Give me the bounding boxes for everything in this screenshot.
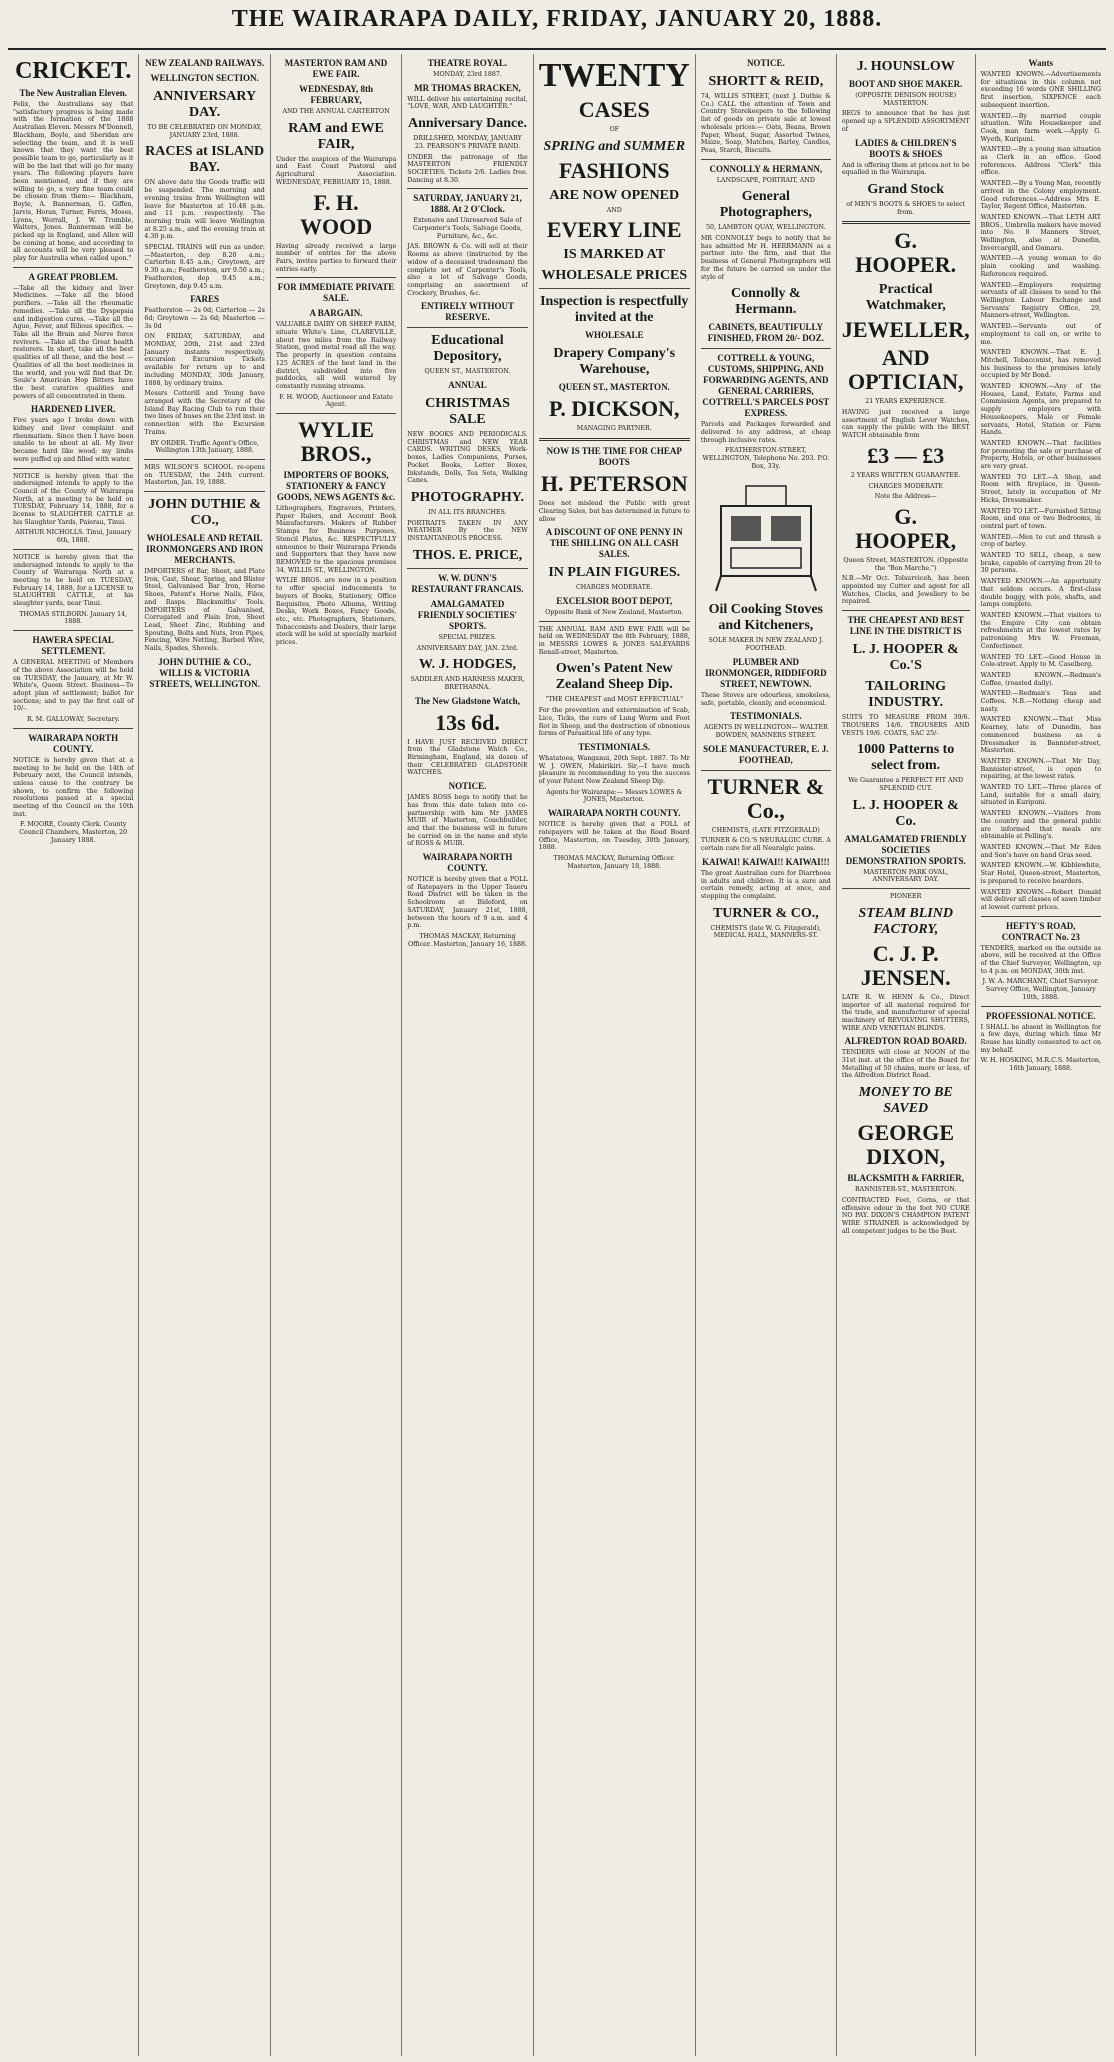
sheep-text: For the prevention and extermination of Scab, Lice, Ticks, the cure of Lung Worm and Foot Rot in Sheep, and the destruction of obnoxious forms of Parasitical life of any type. bbox=[538, 707, 690, 738]
cottrell-heading: COTTRELL & YOUNG, CUSTOMS, SHIPPING, AND FORWARDING AGENTS, AND GENERAL CARRIERS, COTTRELL'S PARCELS POST EXPRESS. bbox=[702, 353, 830, 419]
notice-2: NOTICE is hereby given that the undersigned intends to apply to the County of Wairarapa North at a meeting to be held on TUESDAY, February 14, 1888, for a LICENSE to SLAUGHTER CATTLE, at his slaughter yards, near Tinui. bbox=[13, 553, 134, 608]
wylie-heading: WYLIE BROS., bbox=[298, 417, 374, 467]
want-ad: WANTED KNOWN.—That Miss Kearney, late of Dunedin, has commenced business as a Dressmaker in Bannister-street, Masterton. bbox=[980, 716, 1102, 755]
divider bbox=[144, 459, 264, 460]
railways-heading: NEW ZEALAND RAILWAYS. bbox=[145, 58, 265, 68]
anniversary-heading: ANNIVERSARY DAY. bbox=[153, 89, 257, 120]
tenders-signature: J. W. A. MARCHANT, Chief Surveyor. Survey Office, Wellington, January 10th, 1888. bbox=[982, 978, 1100, 1001]
hounslow-heading: J. HOUNSLOW bbox=[856, 59, 955, 74]
county-signature: THOMAS MACKAY, Returning Officer. Masterton, January 16, 1888. bbox=[407, 932, 527, 948]
alfredton-text: TENDERS will close at NOON of the 31st inst. at the office of the Board for Metalling of 50 chains, more or less, of the Alfredton District Road. bbox=[841, 1049, 970, 1080]
general-heading: General Photographers, bbox=[719, 189, 812, 221]
theatre-heading: THEATRE ROYAL. bbox=[427, 58, 508, 68]
column-2 bbox=[139, 54, 270, 2056]
want-ad: WANTED.—A young woman to do plain cooking and washing. References required. bbox=[980, 255, 1102, 278]
theatre-who: MR THOMAS BRACKEN, bbox=[414, 82, 521, 93]
fair-text: THE ANNUAL RAM AND EWE FAIR will be held on WEDNESDAY the 8th February, 1888, in MESSRS LOWES & JONES SALEYARDS Renall-street, Masterton. bbox=[538, 625, 690, 656]
saturday-text-2: JAS. BROWN & Co. will sell at their Rooms as above (instructed by the widow of a deceased tradesman) the complete set of Carpenter's Tools, also a lot of Salvage Goods, comprising an assortment of Crockery, Brushes, &c. bbox=[407, 243, 528, 297]
column-6 bbox=[696, 54, 837, 2056]
want-ad: WANTED KNOWN.—W. Kibblewhite, Star Hotel, Queen-street, Masterton, is prepared to receive boarders. bbox=[980, 862, 1102, 885]
divider bbox=[539, 288, 690, 289]
divider bbox=[13, 468, 133, 469]
and-text: AND bbox=[606, 206, 622, 214]
plumber-heading: PLUMBER AND IRONMONGER, RIDDIFORD STREET, NEWTOWN. bbox=[705, 656, 827, 689]
want-ad: WANTED KNOWN.—Visitors from the country and the general public are informed that meals are obtainable at Pelling's. bbox=[980, 810, 1102, 841]
photo-heading: PHOTOGRAPHY. bbox=[410, 489, 525, 505]
professional-text: I SHALL be absent in Wellington for a few days, during which time Mr Rouse has kindly consented to act on my behalf. bbox=[980, 1023, 1102, 1054]
dixon-sub: BLACKSMITH & FARRIER, bbox=[847, 1173, 964, 1184]
wood-text: Having already received a large number of entries for the above Fairs, invites parties to forward their entries early. bbox=[275, 242, 397, 273]
special-prizes: SPECIAL PRIZES. bbox=[438, 633, 497, 641]
cricket-article: Felix, the Australians say that "satisfactory progress is being made with the formation of the 1888 Australian Eleven. Messrs M'Donnell, Blackham, Boyle, and Sheridan are selecting the team, and it is well known that they want the best possible team to go, particularly as it will be the last that will go for many years. The following players have been mentioned, and if they are willing to go, a very fine team could be chosen from them:— Blackham, Boyle, A. Bannerman, G. Giffen, Jarvis, Horan, Turner, Ferris, Moses, Lyons, Worrall, J. W. Trumble, Walters, Jones. Bannerman will be picked up in England, and Allen will be coming at home, and according to all accounts will be very pleased to play for Australia when called upon." bbox=[13, 101, 134, 263]
want-ad: WANTED KNOWN.—Advertisements for situations in this column not exceeding 16 words ONE SHILLING first insertion, SIXPENCE each subsequent insertion. bbox=[980, 71, 1102, 109]
amalg-heading: AMALGAMATED FRIENDLY SOCIETIES' SPORTS. bbox=[417, 598, 518, 631]
patterns-heading: 1000 Patterns to select from. bbox=[857, 742, 955, 774]
steam-heading: STEAM BLIND FACTORY, bbox=[858, 905, 953, 937]
problem-text: —Take all the kidney and liver Medicines. —Take all the blood purifiers. —Take all the rheumatic remedies. —Take all the Dyspepsia and indigestion cures. —Take all the Ague, Fever, and Bilious specifics. —Take all the Brain and Nerve force revivers. —Take all the Great health restorers. In short, take all the best qualities of all these, and the best — Qualities of all the best medicines in the world, and you will find that Dr. Soule's American Hop Bitters have the best curative qualities and powers of all concentrated in them. bbox=[13, 284, 134, 400]
connolly-sub: LANDSCAPE, PORTRAIT, AND bbox=[716, 176, 815, 184]
divider bbox=[13, 630, 133, 631]
notice-2-signature: THOMAS STILBORN. January 14, 1888. bbox=[19, 610, 128, 626]
want-ad: WANTED TO LET.—Furnished Sitting Room, and one or two Bedrooms, in central part of town. bbox=[980, 507, 1102, 530]
agents-text: AGENTS IN WELLINGTON— WALTER BOWDEN, MANNERS STREET. bbox=[703, 724, 828, 739]
divider bbox=[842, 221, 970, 224]
want-ad: WANTED TO LET.—A Shop, and Room with fireplace, in Queen-Street, lately in occupation of Mr Hicks, Dressmaker. bbox=[980, 473, 1102, 504]
professional-signature: W. H. HOSKING, M.R.C.S. Masterton, 16th January, 1888. bbox=[980, 1057, 1101, 1073]
divider bbox=[407, 327, 527, 328]
cheap-boots-heading: NOW IS THE TIME FOR CHEAP BOOTS bbox=[546, 446, 682, 468]
annual-heading: ANNUAL bbox=[448, 380, 487, 391]
photo-sub: IN ALL ITS BRANCHES. bbox=[428, 508, 507, 516]
inspection-text: Inspection is respectfully invited at the bbox=[540, 294, 689, 326]
charges-text: CHARGES MODERATE bbox=[868, 482, 943, 490]
ljhooper2-heading: L. J. HOOPER & Co. bbox=[852, 797, 959, 829]
county-heading: WAIRARAPA NORTH COUNTY. bbox=[422, 852, 513, 874]
discount-text: A DISCOUNT OF ONE PENNY IN THE SHILLING ON ALL CASH SALES. bbox=[545, 527, 683, 560]
tailoring-heading: TAILORING INDUSTRY. bbox=[865, 679, 947, 711]
ladies-heading: LADIES & CHILDREN'S BOOTS & SHOES bbox=[854, 137, 957, 159]
want-ad: WANTED.—Employers requiring servants of all classes to send to the Wellington Labour Exchange and Servants' Registry Office, 29, Manners-street, Wellington. bbox=[980, 281, 1102, 320]
want-ad: WANTED.—By a Young Man, recently arrived in the Colony employment. Good references.—Address Mrs E. Taylor, Regent Office, Masterton. bbox=[980, 180, 1102, 211]
want-ad: WANTED KNOWN.—That facilities for promoting the sale or purchase of Property, Hotels, or other businesses are very great. bbox=[980, 439, 1102, 471]
plumber-text: These Stoves are odourless, smokeless, safe, portable, cleanly, and economical. bbox=[700, 691, 831, 707]
park-text: MASTERTON PARK OVAL, ANNIVERSARY DAY. bbox=[863, 868, 949, 884]
fair-sub: AND THE ANNUAL CARTERTON bbox=[282, 108, 390, 115]
of-text: OF bbox=[609, 126, 620, 133]
county-heading: WAIRARAPA NORTH COUNTY. bbox=[28, 732, 119, 754]
hardened-liver-text: Five years ago I broke down with kidney and liver complaint and rheumatism. Since then I have been unable to be about at all. My liver became hard like wood; my limbs were puffed up and filled with water. bbox=[13, 417, 134, 463]
drapery-heading: Drapery Company's Warehouse, bbox=[553, 346, 676, 378]
stoves-heading: Oil Cooking Stoves and Kitcheners, bbox=[708, 602, 823, 634]
duthie-heading: JOHN DUTHIE & CO., bbox=[148, 497, 262, 529]
pioneer-text: PIONEER bbox=[890, 893, 922, 901]
opened-heading: ARE NOW OPENED bbox=[549, 187, 680, 203]
want-ad: WANTED KNOWN.—That LETH ART BROS., Umbrella makers have moved into No. 8 Manners Street, Wellington, also at Dunedin, Invercargill, and Oamaru. bbox=[980, 213, 1102, 252]
connolly-address: 50, LAMBTON QUAY, WELLINGTON. bbox=[706, 224, 826, 232]
watch-heading: The New Gladstone Watch, bbox=[415, 695, 520, 706]
column-5 bbox=[534, 54, 696, 2056]
managing-partner: MANAGING PARTNER. bbox=[576, 425, 652, 433]
column-4 bbox=[402, 54, 533, 2056]
notice-heading: NOTICE. bbox=[746, 58, 785, 68]
want-ad: WANTED KNOWN.—An apportunity that seldom occurs. A first-class double buggy, with pole, shafts, and lamps complete. bbox=[980, 578, 1102, 609]
cutter-note: N.B.—Mr Oct. Tolsurviceh, has been appointed my Cutter and agent for all Watches, Clocks, and Jewellery to be repaired. bbox=[841, 575, 970, 606]
jensen-text: LATE R. W. HENN & Co., Direct importer of all material required for the trade, and manufacturer of special machinery of REVOLVING SHUTTERS, WIRE AND VENETIAN BLINDS. bbox=[841, 993, 970, 1032]
hooper-heading: G. HOOPER. bbox=[855, 228, 957, 278]
turner2-heading: TURNER & CO., bbox=[712, 905, 819, 921]
depot-heading: Educational Depository, bbox=[431, 333, 504, 365]
price-heading: THOS. E. PRICE, bbox=[412, 547, 523, 563]
cottrell-text: Parcels and Packages forwarded and delivered to any address, at cheap through inclusive rates. bbox=[700, 421, 831, 444]
excelsior-heading: EXCELSIOR BOOT DEPOT, bbox=[556, 595, 673, 606]
school-notice: MRS WILSON'S SCHOOL re-opens on TUESDAY, the 24th current. Masterton, Jan. 19, 1888. bbox=[144, 463, 265, 487]
wylie-text-2: WYLIE BROS. are now in a position to offer special inducements to buyers of Books, Stationery, Office Requisites, Photo Albums, Writing Desks, Work Boxes, Fancy Goods, etc., etc. Photographers, Stationers, Tobacconists and Dealers, their large stock will be sold at specially marked prices. bbox=[275, 577, 397, 647]
want-ad: WANTED TO SELL, cheap, a new brake, capable of carrying from 20 to 30 persons. bbox=[980, 552, 1102, 575]
column-3 bbox=[271, 54, 402, 2056]
dance-text: DRILLSHED, MONDAY, JANUARY 23. PEARSON'S PRIVATE BAND. bbox=[413, 135, 522, 150]
fares: Featherston — 2s 0d; Carterton — 2s 6d; Greytown — 2s 6d; Masterton — 3s 0d bbox=[144, 307, 265, 330]
divider bbox=[701, 348, 831, 349]
wants-heading: Wants bbox=[1028, 58, 1054, 68]
ljhooper-heading: L. J. HOOPER & Co.'S bbox=[852, 642, 959, 674]
masthead bbox=[8, 6, 1106, 50]
duthie-text: IMPORTERS of Bar, Sheet, and Plate Iron, Cast, Shear, Spring, and Blister Steel, Galvanised Bar Iron, Horse Shoes, Patent's Horse Nails, Files, and Rasps. Blacksmiths' Tools. IMPORTERS of Galvanised, Corrugated and Plain Iron, Sheet Lead, Sheet Zinc, Rubbing and Spouting, Bolts and Nuts, Iron Pipes, Fencing, Wire Netting, Barbed Wire, Nails, Spades, Shovels. bbox=[144, 568, 265, 653]
society-heading: HAWERA SPECIAL SETTLEMENT. bbox=[32, 635, 114, 657]
connolly-heading: CONNOLLY & HERMANN, bbox=[709, 163, 823, 174]
sale-text: VALUABLE DAIRY OR SHEEP FARM, situate White's Line, CLAREVILLE, about two miles from the Railway Station, good metal road all the way. The property in question contains 125 ACRES of the best land in the district, subdivided into five paddocks, all well watered by constantly running streams. bbox=[275, 321, 397, 390]
xmas-heading: CHRISTMAS SALE bbox=[425, 396, 510, 428]
wholesale-sub: WHOLESALE bbox=[584, 330, 644, 341]
divider bbox=[981, 1006, 1101, 1007]
want-ad: WANTED KNOWN.—That Mr Day, Bannister-street, is open to repairing, at the lowest rates. bbox=[980, 757, 1102, 781]
divider bbox=[276, 413, 396, 414]
county-signature: THOMAS MACKAY, Returning Officer. Masterton, January 18, 1888. bbox=[553, 854, 676, 870]
turner-heading: TURNER & Co., bbox=[707, 773, 825, 823]
oil-stove-illustration bbox=[701, 476, 831, 596]
dixon-address: BANNISTER-ST., MASTERTON. bbox=[854, 1186, 957, 1194]
divider bbox=[842, 610, 970, 611]
want-ad: WANTED KNOWN.—That E. J. Mitchell, Tobacconist, has removed his business to the premises lately occupied by Mr Bond. bbox=[980, 349, 1102, 380]
wylie-text: Lithographers, Engravers, Printers, Paper Rulers, and Account Book Manufacturers. Makers of Rubber Stamps for Business Purposes, Stencil Plates, &c. RESPECTFULLY announce to their Wairarapa Friends and Supporters that they have now REMOVED to the spacious premises 34, WILLIS ST., WELLINGTON. bbox=[275, 505, 397, 574]
railways-text-2: ON FRIDAY, SATURDAY, and MONDAY, 20th, 21st and 23rd January instants respectively, excursion Excursion Tickets available for return up to and including MONDAY, 30th January, 1888, by ordinary trains. bbox=[144, 333, 265, 387]
want-ad: WANTED TO LET.—Three places of Land, suitable for a small dairy, situated in Kuripuni. bbox=[980, 784, 1102, 807]
photo-text: PORTRAITS TAKEN IN ANY WEATHER By the NEW INSTANTANEOUS PROCESS. bbox=[407, 519, 528, 543]
depot-sub: QUEEN ST., MASTERTON. bbox=[424, 368, 511, 376]
optician-heading: AND OPTICIAN, bbox=[847, 345, 964, 395]
agents-text: Agents for Wairarapa:— Messrs LOWES & JONES, Masterton. bbox=[546, 788, 683, 804]
fair-date: WEDNESDAY, 8th FEBRUARY, bbox=[299, 84, 373, 105]
cases-heading: CASES bbox=[578, 97, 650, 122]
hounslow-location: (OPPOSITE DENISON HOUSE) MASTERTON. bbox=[855, 92, 957, 107]
hodges-sub: SADDLER AND HARNESS MAKER, BRETHANNA. bbox=[410, 676, 525, 691]
railways-text: ON above date the Goods traffic will be suspended. The morning and evening trains from Wellington will leave for Masterton at 10.48 p.m. and 11 p.m. respectively. The morning train will leave Wellington at 8.25 a.m., and the evening train at 4.30 p.m. bbox=[144, 179, 265, 241]
fashions-heading: FASHIONS bbox=[558, 157, 670, 183]
jensen-heading: C. J. P. JENSEN. bbox=[860, 940, 951, 990]
anniversary-date: TO BE CELEBRATED ON MONDAY, JANUARY 23rd, 1888. bbox=[147, 124, 262, 139]
warranty-text: 2 YEARS WRITTEN GUARANTEE. bbox=[850, 471, 961, 479]
wood-heading: F. H. WOOD bbox=[299, 189, 373, 239]
special-trains: SPECIAL TRAINS will run as under:—Masterton, dep 8.20 a.m.; Carterton 8.45 a.m.; Greytown, arr 9.30 a.m.; Featherston, arr 9.50 a.m.; Featherston, dep 9.45 a.m.; Greytown, dep 9.45 a.m. bbox=[144, 244, 265, 290]
guarantee-text: We Guarantee a PERFECT FIT AND SPLENDID CUT. bbox=[848, 777, 964, 792]
bargain-heading: A BARGAIN. bbox=[309, 308, 363, 319]
sale-signature: F. H. WOOD, Auctioneer and Estate Agent. bbox=[279, 393, 393, 409]
hooper-text: HAVING just received a large assortment of English Lever Watches, can supply the public with the BEST WATCH obtainable from bbox=[841, 409, 970, 440]
amalg-heading: AMALGAMATED FRIENDLY SOCIETIES DEMONSTRATION SPORTS. bbox=[844, 833, 967, 866]
railways-section: WELLINGTON SECTION. bbox=[150, 73, 259, 83]
want-ad: WANTED.—Servants out of employment to call on, or write to me. bbox=[980, 323, 1102, 346]
hooper2-address: Queen Street, MASTERTON. (Opposite the "Bon Marche.") bbox=[843, 556, 969, 572]
divider bbox=[13, 549, 133, 550]
grand-stock-sub: of MEN'S BOOTS & SHOES to select from. bbox=[846, 200, 966, 216]
jeweller-heading: JEWELLER, bbox=[841, 317, 970, 343]
shortt-heading: SHORTT & REID, bbox=[708, 74, 824, 89]
watch-price: 13s 6d. bbox=[435, 709, 500, 735]
county-text: NOTICE is hereby given that at a meeting to be held on the 14th of February next, the Council intends, unless cause to the contrary be shown, to confirm the following resolutions passed at a special meeting of the Council on the 10th inst. bbox=[13, 756, 134, 818]
notice-text: JAMES ROSS begs to notify that he has from this date taken into co-partnership with him Mr JAMES MUIR of Masterton, Coachbuilder, and that the business will in future be carried on in the name and style of ROSS & MUIR. bbox=[407, 794, 528, 848]
queen-street: QUEEN ST., MASTERTON. bbox=[558, 382, 670, 393]
shortt-text: 74, WILLIS STREET, (next J. Duthie & Co.) CALL the attention of Town and Country Storekeepers to the following list of goods on private sale at lowest wholesale prices:— Oats, Beans, Brown Paper, Wheat, Sugar, Assorted Twines, Maize, Soap, Matches, Barley, Candles, Peas, Starch, Biscuits. bbox=[700, 93, 831, 154]
sheep-dip-heading: Owen's Patent New Zealand Sheep Dip. bbox=[555, 661, 673, 693]
divider bbox=[407, 568, 527, 569]
divider bbox=[407, 188, 527, 189]
excelsior-sub: Opposite Bank of New Zealand, Masterton. bbox=[545, 608, 684, 616]
theatre-date: MONDAY, 23rd 1887. bbox=[433, 71, 502, 78]
fair-heading: MASTERTON RAM AND EWE FAIR. bbox=[284, 58, 388, 79]
hodges-heading: W. J. HODGES, bbox=[418, 657, 517, 673]
peterson-heading: H. PETERSON bbox=[540, 471, 688, 497]
dixon-heading: GEORGE DIXON, bbox=[857, 1120, 954, 1170]
duthie-footer: JOHN DUTHIE & CO., WILLIS & VICTORIA STREETS, WELLINGTON. bbox=[149, 656, 260, 689]
testimonials-heading: TESTIMONIALS. bbox=[578, 741, 651, 752]
charges-moderate: CHARGES MODERATE. bbox=[575, 584, 653, 592]
plain-figures: IN PLAIN FIGURES. bbox=[548, 565, 681, 581]
county-signature: F. MOORE, County Clerk. County Council Chambers, Masterton, 20 January 1888. bbox=[19, 821, 128, 844]
divider bbox=[539, 621, 690, 622]
duthie-subheading: WHOLESALE AND RETAIL IRONMONGERS AND IRON MERCHANTS. bbox=[146, 533, 264, 566]
professional-heading: PROFESSIONAL NOTICE. bbox=[986, 1010, 1096, 1021]
without-reserve: ENTIRELY WITHOUT RESERVE. bbox=[421, 301, 514, 323]
hounslow-text-2: And is offering them at prices not to be equalled in the Wairarapa. bbox=[841, 161, 970, 177]
cottrell-address: FEATHERSTON-STREET, WELLINGTON, Telephone No. 203. P.O. Box, 33y. bbox=[702, 447, 830, 470]
want-ad: WANTED KNOWN.—Any of the Houses, Land, Estate, Farms and Commission Agents, are prepared to supply employers with Housekeepers, Male or Female servants, Hotel, Station or Farm Hands. bbox=[980, 383, 1102, 437]
want-ad: WANTED.—By a young man situation as Clerk in an office. Good references. Address "Clerk" this office. bbox=[980, 146, 1102, 177]
wholesale-prices-heading: WHOLESALE PRICES bbox=[541, 268, 688, 284]
kaiwai-text: The great Australian cure for Diarrhoea in adults and children. It is a sure and certain remedy, acting at once, and stopping the complaint. bbox=[700, 869, 831, 900]
testimonial-text: Whatatoea, Wanganui, 20th Sept. 1887. To Mr W. J. OWEN, Makirikiri. Sir,—I have much pleasure in recommending to you the success of your Patent New Zealand Sheep Dip. bbox=[538, 754, 690, 786]
want-ad: WANTED.—Redman's Teas and Coffees. N.B.—Nothing cheap and nasty. bbox=[980, 690, 1102, 713]
watch-text: I HAVE JUST RECEIVED DIRECT from the Gladstone Watch Co., Birmingham, England, six dozen of their CELEBRATED GLADSTONE WATCHES. bbox=[407, 738, 528, 777]
connolly-firm: Connolly & Hermann. bbox=[731, 286, 801, 318]
anniv-day: ANNIVERSARY DAY, JAN. 23rd. bbox=[416, 644, 519, 652]
turner-text: TURNER & CO.'S NEURALGIC CURE. A certain cure for all Neuralgic pains. bbox=[700, 837, 831, 853]
watchmaker-heading: Practical Watchmaker, bbox=[865, 282, 946, 314]
divider bbox=[981, 916, 1101, 917]
problem-heading: A GREAT PROBLEM. bbox=[28, 271, 118, 282]
want-ad: WANTED KNOWN.—Redman's Coffee, (roasted daily). bbox=[980, 671, 1102, 687]
peterson-text: Does not mislead the Public with great Clearing Sales, but has determined in future to allow bbox=[538, 500, 690, 523]
fares-heading: FARES bbox=[190, 294, 220, 305]
every-line-heading: EVERY LINE bbox=[546, 217, 682, 243]
address-note: Note the Address— bbox=[874, 493, 937, 501]
turner2-address: CHEMISTS (late W. G. Fitzgerald), MEDICAL HALL, MANNERS-ST. bbox=[710, 924, 822, 940]
cricket-title: CRICKET. bbox=[15, 58, 132, 84]
years-experience: 21 YEARS EXPERIENCE. bbox=[865, 398, 947, 406]
railways-text-3: Messrs Cotterill and Young have arranged with the Secretary of the Island Bay Racing Club to run their two lines of buses on the 23rd inst. in connection with the Excursion Trains. bbox=[144, 390, 265, 436]
money-heading: MONEY TO BE SAVED bbox=[858, 1085, 953, 1117]
kaiwai-heading: KAIWAI! KAIWAI!! KAIWAI!!! bbox=[702, 856, 830, 867]
divider bbox=[539, 438, 690, 441]
column-1 bbox=[8, 54, 139, 2056]
saturday-heading: SATURDAY, JANUARY 21, 1888. At 2 O'Clock. bbox=[413, 193, 522, 215]
column-8 bbox=[976, 54, 1106, 2056]
wylie-subheading: IMPORTERS OF BOOKS, STATIONERY & FANCY GOODS, NEWS AGENTS &c. bbox=[276, 470, 396, 503]
watch-price: £3 — £3 bbox=[867, 442, 945, 468]
grand-stock: Grand Stock bbox=[867, 181, 945, 197]
hounslow-sub: BOOT AND SHOE MAKER. bbox=[849, 79, 963, 89]
sole-manufacturer: SOLE MANUFACTURER, E. J. FOOTHEAD, bbox=[703, 743, 829, 765]
want-ad: WANTED TO LET.—Good House in Cole-street. Apply to M. Caselberg. bbox=[980, 653, 1102, 669]
private-sale-heading: FOR IMMEDIATE PRIVATE SALE. bbox=[277, 282, 395, 304]
suits-text: SUITS TO MEASURE FROM 39/6. TROUSERS 14/6. TROUSERS AND VESTS 19/6. COATS, SAC 25/- bbox=[841, 714, 970, 737]
ram-text: Under the auspices of the Wairarapa and East Coast Pastoral and Agricultural Association. WEDNESDAY, FEBRUARY 15, 1888. bbox=[275, 155, 397, 186]
tenders-text: TENDERS, marked on the outside as above, will be received at the Office of the Chief Surveyor, Wellington, up to 4 p.m. on MONDAY, 30th inst. bbox=[980, 944, 1102, 975]
column-7 bbox=[837, 54, 976, 2056]
divider bbox=[276, 277, 396, 278]
divider bbox=[144, 491, 264, 492]
want-ad: WANTED.—By married couple situation. Wife Housekeeper and Cook, man farm work.—Apply G. Wyeth, Kuripuni. bbox=[980, 112, 1102, 143]
cabinets-text: CABINETS, BEAUTIFULLY FINISHED, FROM 20/- DOZ. bbox=[707, 322, 824, 344]
connolly-text: MR CONNOLLY begs to notify that he has admitted Mr H. HERRMANN as a partner into the firm, and that the business of General Photographers will for the future be carried on under the style of bbox=[700, 235, 831, 281]
want-ad: WANTED KNOWN.—That Mr Eden and Son's have on hand Gras seed. bbox=[980, 843, 1102, 859]
want-ad: WANTED KNOWN.—That visitors to the Empire City can obtain refreshments at the lowest rates by patronising Mrs W. Freeman, Confectioner. bbox=[980, 612, 1102, 650]
hardened-liver-heading: HARDENED LIVER. bbox=[30, 404, 116, 415]
cheapest-heading: THE CHEAPEST AND BEST LINE IN THE DISTRICT IS bbox=[847, 615, 964, 637]
masthead-title: THE WAIRARAPA DAILY, FRIDAY, JANUARY 20, 1888. bbox=[231, 6, 883, 32]
notice-1: NOTICE is hereby given that the undersigned intends to apply to the Council of the County of Wairarapa North, at a meeting to be held on TUESDAY, February 14, 1888, for a license to SLAUGHTER CATTLE at his Slaughter Yards, Paierau, Tinui. bbox=[13, 472, 134, 526]
want-ad: WANTED KNOWN.—Robert Donald will deliver all classes of sawn timber at lowest current prices. bbox=[980, 888, 1102, 911]
notice-heading: NOTICE. bbox=[448, 781, 487, 792]
restaurant-heading: W. W. DUNN'S RESTAURANT FRANCAIS. bbox=[411, 572, 524, 594]
cricket-subtitle: The New Australian Eleven. bbox=[19, 88, 127, 98]
stove-agent: SOLE MAKER IN NEW ZEALAND J. FOOTHEAD. bbox=[708, 637, 824, 653]
xmas-text: NEW BOOKS AND PERIODICALS. CHRISTMAS and NEW YEAR CARDS. WRITING DESKS, Work-boxes, Ladies Companions, Purses, Pocket Books, Letter Boxes, Inkstands, Dolls, Tea Sets, Walking Canes. bbox=[407, 431, 528, 485]
notice-1-signature: ARTHUR NICHOLLS. Tinui, January 6th, 1888. bbox=[15, 529, 132, 545]
turner-sub: CHEMISTS, (LATE FITZGERALD) bbox=[711, 826, 820, 834]
testimonials-heading: TESTIMONIALS. bbox=[729, 711, 802, 722]
cheapest-text: "THE CHEAPEST and MOST EFFECTUAL" bbox=[545, 696, 684, 704]
hooper2-heading: G. HOOPER, bbox=[855, 503, 957, 553]
marked-heading: IS MARKED AT bbox=[563, 247, 666, 263]
divider bbox=[701, 770, 831, 771]
county-text: NOTICE is hereby given that a POLL of Ratepayers in the Upper Taueru Road District will be taken in the Schoolroom at Bideford, on SATURDAY, January 21st, 1888, between the hours of 9 a.m. and 4 p.m. bbox=[407, 876, 528, 930]
dance-heading: Anniversary Dance. bbox=[407, 116, 527, 132]
spring-heading: SPRING and SUMMER bbox=[543, 138, 686, 154]
dixon-text: CONTRACTED Feet, Corns, or that offensive odour in the foot NO CURE NO PAY. DIXON'S CHAMPION PATENT WIRE STRAINER is acknowledged by all competent judges to be the Best. bbox=[841, 1196, 970, 1235]
heftys-heading: HEFTY'S ROAD, CONTRACT No. 23 bbox=[1001, 920, 1080, 942]
divider bbox=[842, 888, 970, 889]
society-signature: R. M. GALLOWAY, Secretary. bbox=[27, 716, 120, 724]
divider bbox=[13, 267, 133, 268]
county-text: NOTICE is hereby given that a POLL of ratepayers will be taken at the Road Board Office, Masterton, on Tuesday, 30th January, 1888. bbox=[538, 821, 690, 852]
want-ad: WANTED.—Men to cut and thrash a crop of barley. bbox=[980, 533, 1102, 549]
divider bbox=[701, 159, 831, 160]
columns bbox=[8, 54, 1106, 2056]
ram-heading: RAM and EWE FAIR, bbox=[288, 120, 384, 152]
alfredton-heading: ALFREDTON ROAD BOARD. bbox=[844, 1036, 967, 1047]
races-heading: RACES at ISLAND BAY. bbox=[145, 144, 265, 176]
saturday-text: Extensive and Unreserved Sale of Carpenter's Tools, Salvage Goods, Furniture, &c., &c. bbox=[412, 217, 523, 240]
dickson-heading: P. DICKSON, bbox=[548, 396, 680, 422]
dance-society: UNDER the patronage of the MASTERTON FRIENDLY SOCIETIES. Tickets 2/6. Ladies free. Dancing at 8.30. bbox=[407, 153, 528, 184]
theatre-text: WILL deliver his entertaining recital, "LOVE, WAR, AND LAUGHTER." bbox=[407, 95, 528, 111]
county-heading: WAIRARAPA NORTH COUNTY. bbox=[548, 808, 681, 819]
by-order: BY ORDER. Traffic Agent's Office, Wellington 13th January, 1888. bbox=[150, 439, 259, 455]
hounslow-text: BEGS to announce that he has just opened up a SPLENDID ASSORTMENT of bbox=[841, 110, 970, 133]
divider bbox=[13, 728, 133, 729]
society-text: A GENERAL MEETING of Members of the above Association will be held on TUESDAY, the January, at Mr W. White's, Queen Street. Business—To adopt plan of settlement; ballot for sections; and to pay the first call of 10/-. bbox=[13, 659, 134, 713]
twenty-heading: TWENTY bbox=[538, 57, 690, 94]
